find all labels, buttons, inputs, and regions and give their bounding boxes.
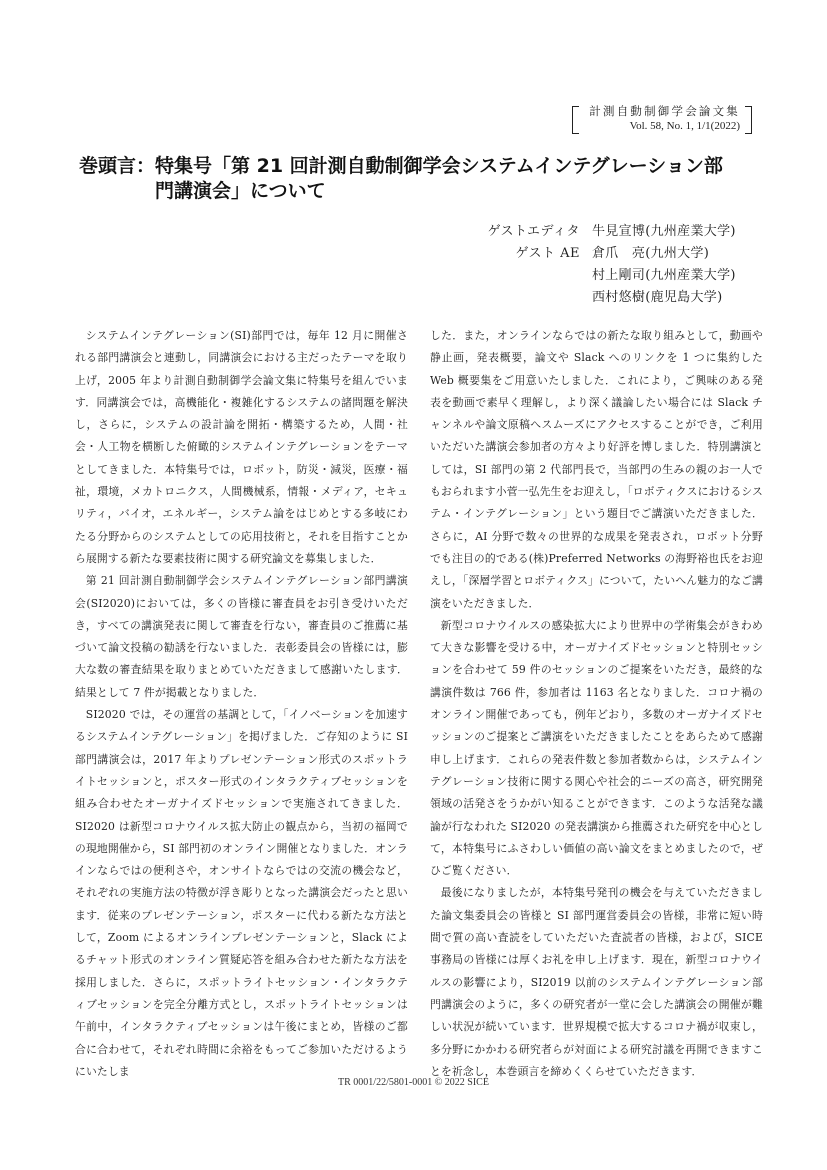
author-role (430, 287, 592, 309)
journal-header (572, 104, 752, 134)
author-role: ゲストエディタ (487, 224, 580, 239)
author-name: 村上剛司(九州産業大学) (592, 268, 736, 283)
author-row (430, 287, 760, 309)
author-list (430, 221, 760, 309)
title-line-1: 巻頭言：特集号「第 21 回計測自動制御学会システムインテグレーション部 (79, 155, 723, 177)
paragraph: システムインテグレーション(SI)部門では，毎年 12 月に開催される部門講演会と連動し，同講演会における主だったテーマを取り上げ，2005 年より計測自動制御学会論文集に特集号を組んでいます．同講演会では，高機能化・複雑化するシステムの諸問題を解決し，さらに，システムの設計論を開拓・構築するため，人間・社会・人工物を横断した俯瞰的システムインテグレーションをテーマとしてきました．本特集号では，ロボット，防災・減災，医療・福祉，環境，メカトロニクス，人間機械系，情報・メディア，セキュリティ，バイオ，エネルギー，システム論をはじめとする多岐にわたる分野からのシステムとしての応用技術と，それを目指すことから展開する新たな要素技術に関する研究論文を募集しました． (75, 329, 408, 565)
paragraph: 第 21 回計測自動制御学会システムインテグレーション部門講演会(SI2020)においては，多くの皆様に審査員をお引き受けいただき，すべての講演発表に関して審査を行ない，審査員のご推薦に基づいて論文投稿の勧誘を行ないました．表彰委員会の皆様には，膨大な数の審査結果を取りまとめていただきまして感謝いたします．結果として 7 件が掲載となりました． (75, 574, 408, 699)
author-role (430, 265, 592, 287)
page-footer: TR 0001/22/5801-0001 © 2022 SICE (338, 1077, 489, 1088)
bracket-left (572, 106, 579, 134)
title-line-2: 門講演会」について (155, 180, 326, 202)
bracket-right (745, 106, 752, 134)
author-row (430, 243, 760, 265)
journal-volume: Vol. 58, No. 1, 1/1(2022) (629, 120, 740, 132)
body-column-right (430, 325, 763, 1083)
author-row (430, 265, 760, 287)
paragraph: 新型コロナウイルスの感染拡大により世界中の学術集会がきわめて大きな影響を受ける中，オーガナイズドセッションと特別セッションを合わせて 59 件のセッションのご提案をいただき，最終的な講演件数は 766 件，参加者は 1163 名となりました．コロナ禍のオンライン開催であっても，例年どおり，多数のオーガナイズドセッションのご提案とご講演をいただきましたことをあらためて感謝申し上げます．これらの発表件数と参加者数からは，システムインテグレーション技術に関する関心や社会的ニーズの高さ，研究開発領域の活発さをうかがい知ることができます．このような活発な議論が行なわれた SI2020 の発表講演から推薦された研究を中心として，本特集号にふさわしい価値の高い論文をまとめましたので，ぜひご覧ください． (430, 618, 763, 878)
journal-name: 計測自動制御学会論文集 (589, 104, 740, 118)
author-row (430, 221, 760, 243)
author-name: 倉爪 亮(九州大学) (592, 246, 710, 261)
paragraph: SI2020 では，その運営の基調として，「イノベーションを加速するシステムインテグレーション」を掲げました．ご存知のように SI 部門講演会は，2017 年よりプレゼンテーション形式のスポットライトセッションと，ポスター形式のインタラクティブセッションを組み合わせたオーガナイズドセッションで実施されてきました．SI2020 は新型コロナウイルス拡大防止の観点から，当初の福岡での現地開催から，SI 部門初のオンライン開催となりました．オンラインならではの便利さや，オンサイトならではの交流の機会など，それぞれの実施方法の特徴が浮き彫りとなった講演会だったと思います．従来のプレゼンテーション，ポスターに代わる新たな方法として，Zoom によるオンラインプレゼンテーションと，Slack によるチャット形式のオンライン質疑応答を組み合わせた新たな方法を採用しました．さらに，スポットライトセッション・インタラクティブセッションを完全分離方式とし，スポットライトセッションは午前中，インタラクティブセッションは午後にまとめ，皆様のご都合に合わせて，それぞれ時間に余裕をもってご参加いただけるようにいたしま (75, 708, 408, 1078)
author-name: 西村悠樹(鹿児島大学) (592, 290, 723, 305)
author-name: 牛見宣博(九州産業大学) (592, 224, 736, 239)
author-role: ゲスト AE (515, 246, 580, 261)
article-title (79, 154, 759, 204)
paragraph: 最後になりましたが，本特集号発刊の機会を与えていただきました論文集委員会の皆様と SI 部門運営委員会の皆様，非常に短い時間で質の高い査読をしていただいた査読者の皆様，および，SICE 事務局の皆様には厚くお礼を申し上げます．現在，新型コロナウイルスの影響により，SI2019 以前のシステムインテグレーション部門講演会のように，多くの研究者が一堂に会した講演会の開催が難しい状況が続いています．世界規模で拡大するコロナ禍が収束し，多分野にかかわる研究者らが対面による研究討議を再開できますことを祈念し，本巻頭言を締めくくらせていただきます． (430, 886, 763, 1078)
paragraph: した．また，オンラインならではの新たな取り組みとして，動画や静止画，発表概要，論文や Slack へのリンクを 1 つに集約した Web 概要集をご用意いたしました．これにより，ご興味のある発表を動画で素早く理解し，より深く議論したい場合には Slack チャンネルや論文原稿へスムーズにアクセスすることができ，ご利用いただいた講演会参加者の方々より好評を博しました．特別講演としては，SI 部門の第 2 代部門長で，当部門の生みの親のお一人でもおられます小菅一弘先生をお迎えし，「ロボティクスにおけるシステム・インテグレーション」という題目でご講演いただきました．さらに，AI 分野で数々の世界的な成果を発表され，ロボット分野でも注目の的である(株)Preferred Networks の海野裕也氏をお迎えし，「深層学習とロボティクス」について，たいへん魅力的なご講演をいただきました． (430, 329, 763, 610)
body-column-left (75, 325, 408, 1083)
